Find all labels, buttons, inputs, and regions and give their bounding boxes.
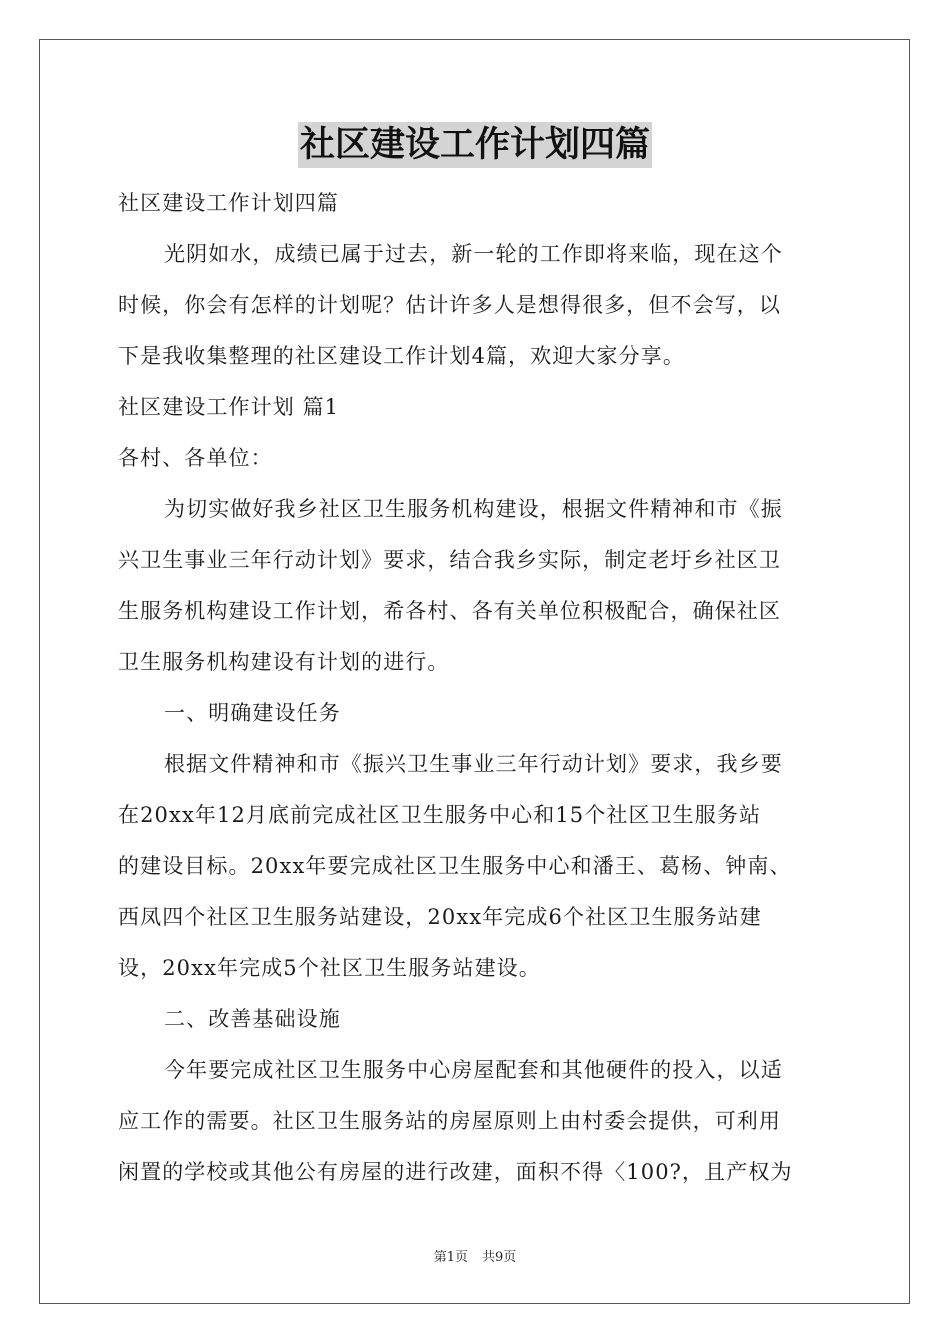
paragraph-line: 西凤四个社区卫生服务站建设，20xx年完成6个社区卫生服务站建 [118, 905, 762, 929]
paragraph-line: 根据文件精神和市《振兴卫生事业三年行动计划》要求，我乡要 [164, 752, 783, 776]
page-number: 第1页 [433, 1250, 468, 1265]
salutation: 各村、各单位： [118, 446, 273, 470]
paragraph-line: 生服务机构建设工作计划，希各村、各有关单位积极配合，确保社区 [118, 599, 781, 623]
document-title: 社区建设工作计划四篇 [298, 122, 652, 168]
paragraph-line: 时候，你会有怎样的计划呢？估计许多人是想得很多，但不会写，以 [118, 293, 781, 317]
paragraph-line: 下是我收集整理的社区建设工作计划4篇，欢迎大家分享。 [118, 344, 685, 368]
paragraph-line: 卫生服务机构建设有计划的进行。 [118, 650, 450, 674]
paragraph-line: 社区建设工作计划四篇 [118, 191, 339, 215]
document-body [118, 178, 836, 1198]
paragraph-line: 今年要完成社区卫生服务中心房屋配套和其他硬件的投入，以适 [164, 1058, 783, 1082]
paragraph-line: 光阴如水，成绩已属于过去，新一轮的工作即将来临，现在这个 [164, 242, 783, 266]
section-heading: 社区建设工作计划 篇1 [118, 395, 340, 419]
paragraph-line: 设，20xx年完成5个社区卫生服务站建设。 [118, 956, 541, 980]
paragraph-line: 闲置的学校或其他公有房屋的进行改建，面积不得〈100?，且产权为 [118, 1160, 793, 1184]
paragraph-line: 兴卫生事业三年行动计划》要求，结合我乡实际，制定老圩乡社区卫 [118, 548, 781, 572]
title-block [0, 122, 950, 168]
page-total: 共9页 [482, 1250, 517, 1265]
subsection-heading: 一、明确建设任务 [164, 701, 341, 725]
page-footer [0, 1246, 950, 1265]
paragraph-line: 的建设目标。20xx年要完成社区卫生服务中心和潘王、葛杨、钟南、 [118, 854, 792, 878]
subsection-heading: 二、改善基础设施 [164, 1007, 341, 1031]
paragraph-line: 在20xx年12月底前完成社区卫生服务中心和15个社区卫生服务站 [118, 803, 762, 827]
paragraph-line: 为切实做好我乡社区卫生服务机构建设，根据文件精神和市《振 [164, 497, 783, 521]
paragraph-line: 应工作的需要。社区卫生服务站的房屋原则上由村委会提供，可利用 [118, 1109, 781, 1133]
